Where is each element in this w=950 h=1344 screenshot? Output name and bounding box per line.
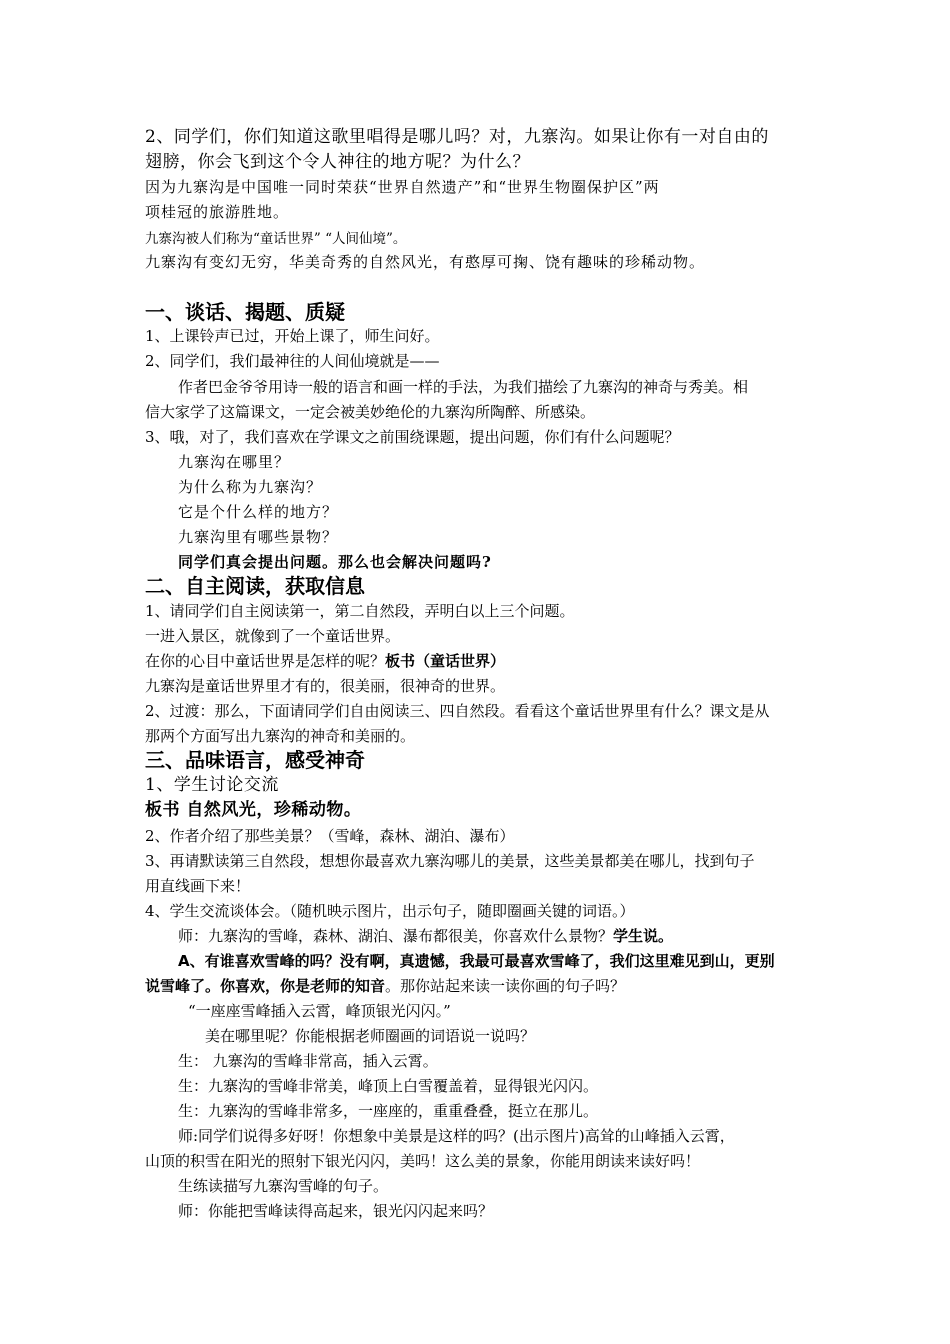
paragraph-line: 2、同学们，你们知道这歌里唱得是哪儿吗？对，九寨沟。如果让你有一对自由的 bbox=[145, 127, 769, 147]
paragraph-line: 2、过渡：那么，下面请同学们自由阅读三、四自然段。看看这个童话世界里有什么？课文是从 bbox=[145, 702, 770, 720]
paragraph-text: 师：九寨沟的雪峰，森林、湖泊、瀑布都很美，你喜欢什么景物？ bbox=[178, 927, 614, 945]
paragraph-line: 作者巴金爷爷用诗一般的语言和画一样的手法，为我们描绘了九寨沟的神奇与秀美。相 bbox=[178, 378, 749, 396]
paragraph-line: 生练读描写九寨沟雪峰的句子。 bbox=[178, 1177, 389, 1195]
paragraph-line bbox=[145, 651, 505, 671]
paragraph-line: 用直线画下来！ bbox=[145, 877, 251, 895]
section-heading: 二、自主阅读，获取信息 bbox=[145, 574, 365, 598]
paragraph-line: 项桂冠的旅游胜地。 bbox=[145, 203, 290, 221]
board-note: 板书 自然风光，珍稀动物。 bbox=[145, 800, 362, 820]
paragraph-line: 那两个方面写出九寨沟的神奇和美丽的。 bbox=[145, 727, 416, 745]
paragraph-line: 九寨沟被人们称为“童话世界” “人间仙境”。 bbox=[145, 231, 407, 247]
paragraph-line: 九寨沟有变幻无穷，华美奇秀的自然风光，有憨厚可掬、饶有趣味的珍稀动物。 bbox=[145, 253, 706, 271]
emphasis-text: 学生说。 bbox=[613, 927, 674, 945]
paragraph-line: 4、学生交流谈体会。（随机映示图片，出示句子，随即圈画关键的词语。） bbox=[145, 902, 635, 920]
question-item: 它是个什么样的地方？ bbox=[178, 503, 339, 521]
question-item: 为什么称为九寨沟？ bbox=[178, 478, 323, 496]
paragraph-text: 在你的心目中童话世界是怎样的呢？ bbox=[145, 652, 386, 670]
dialogue-line: 师：你能把雪峰读得高起来，银光闪闪起来吗？ bbox=[178, 1202, 494, 1220]
paragraph-line: 美在哪里呢？你能根据老师圈画的词语说一说吗？ bbox=[205, 1027, 536, 1045]
paragraph-line: 翅膀，你会飞到这个令人神往的地方呢？为什么？ bbox=[145, 152, 530, 172]
quote-line: “一座座雪峰插入云霄，峰顶银光闪闪。” bbox=[188, 1002, 451, 1020]
paragraph-line: 3、再请默读第三自然段，想想你最喜欢九寨沟哪儿的美景，这些美景都美在哪儿，找到句子 bbox=[145, 852, 755, 870]
paragraph-line: 3、哦，对了，我们喜欢在学课文之前围绕课题，提出问题，你们有什么问题呢？ bbox=[145, 428, 680, 446]
paragraph-line: 同学们真会提出问题。那么也会解决问题吗? bbox=[178, 553, 492, 571]
question-item: 九寨沟在哪里？ bbox=[178, 453, 291, 471]
dialogue-line: 生：九寨沟的雪峰非常美，峰顶上白雪覆盖着，显得银光闪闪。 bbox=[178, 1077, 599, 1095]
emphasis-text: 说雪峰了。你喜欢，你是老师的知音 bbox=[145, 977, 386, 995]
paragraph-line: 1、上课铃声已过，开始上课了，师生问好。 bbox=[145, 327, 440, 345]
paragraph-line bbox=[178, 926, 673, 946]
dialogue-line: 生：九寨沟的雪峰非常多，一座座的，重重叠叠，挺立在那儿。 bbox=[178, 1102, 599, 1120]
paragraph-line bbox=[145, 976, 625, 996]
section-heading: 三、品味语言，感受神奇 bbox=[145, 748, 365, 772]
paragraph-line: 山顶的积雪在阳光的照射下银光闪闪，美吗！这么美的景象，你能用朗读来读好吗！ bbox=[145, 1152, 701, 1170]
question-item: 九寨沟里有哪些景物？ bbox=[178, 528, 339, 546]
paragraph-line: 2、作者介绍了那些美景？（雪峰，森林、湖泊、瀑布） bbox=[145, 827, 515, 845]
paragraph-line: A、有谁喜欢雪峰的吗？没有啊，真遗憾，我最可最喜欢雪峰了，我们这里难见到山，更别 bbox=[178, 952, 775, 970]
paragraph-line: 信大家学了这篇课文，一定会被美妙绝伦的九寨沟所陶醉、所感染。 bbox=[145, 403, 596, 421]
dialogue-line: 生： 九寨沟的雪峰非常高，插入云霄。 bbox=[178, 1052, 438, 1070]
section-heading: 一、谈话、揭题、质疑 bbox=[145, 300, 345, 324]
dialogue-line: 师:同学们说得多好呀！你想象中美景是这样的吗？(出示图片)高耸的山峰插入云霄， bbox=[178, 1127, 735, 1145]
board-note: 板书（童话世界） bbox=[385, 652, 506, 670]
paragraph-text: 。那你站起来读一读你画的句子吗？ bbox=[385, 977, 626, 995]
paragraph-line: 一进入景区，就像到了一个童话世界。 bbox=[145, 627, 401, 645]
paragraph-line: 1、学生讨论交流 bbox=[145, 775, 279, 795]
paragraph-line: 2、同学们，我们最神往的人间仙境就是—— bbox=[145, 352, 440, 370]
paragraph-line: 1、请同学们自主阅读第一，第二自然段，弄明白以上三个问题。 bbox=[145, 602, 575, 620]
paragraph-line: 九寨沟是童话世界里才有的，很美丽，很神奇的世界。 bbox=[145, 677, 506, 695]
paragraph-line: 因为九寨沟是中国唯一同时荣获“世界自然遗产”和“世界生物圈保护区”两 bbox=[145, 178, 660, 196]
